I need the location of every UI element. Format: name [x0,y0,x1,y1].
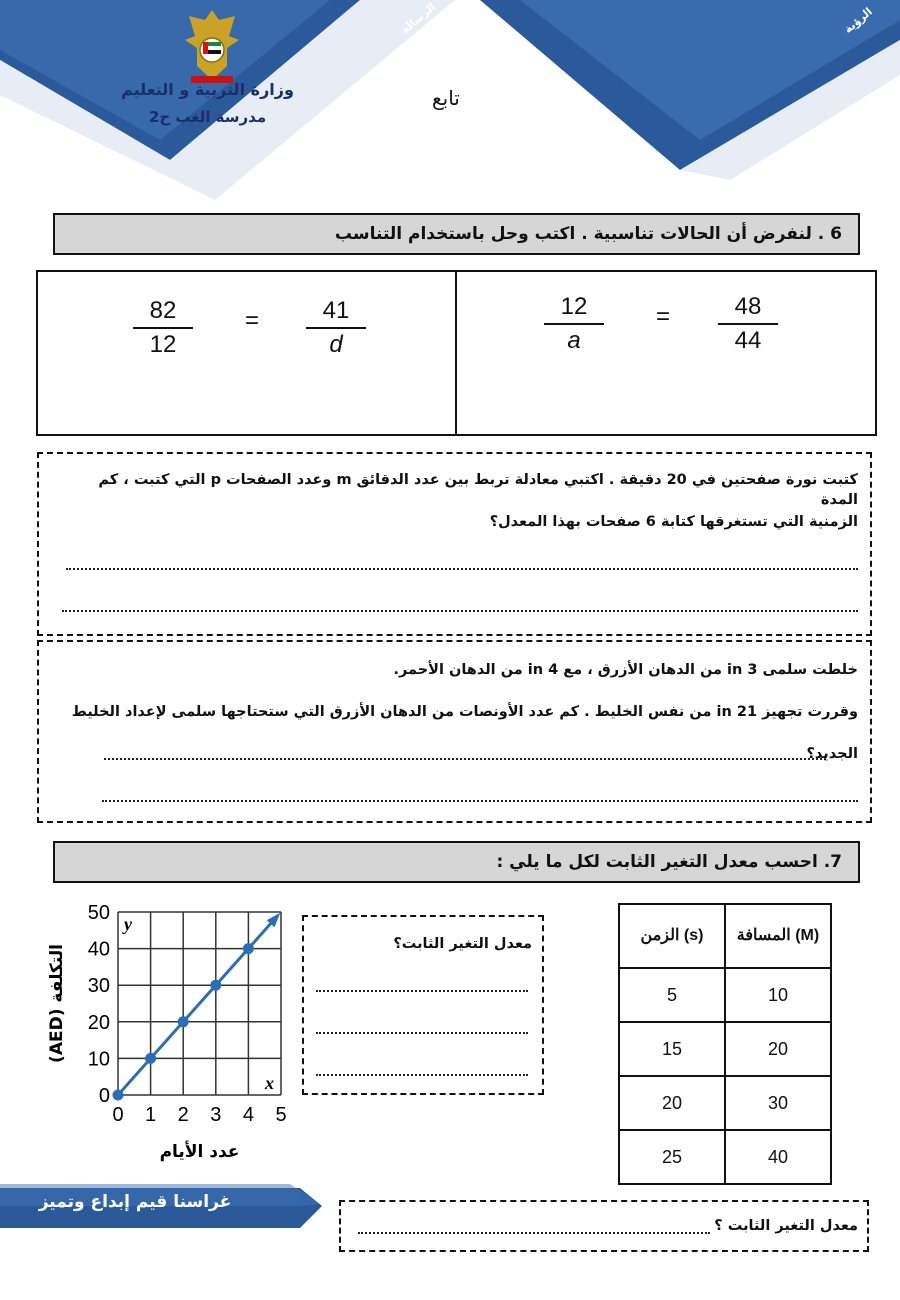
table-cell-distance: 40 [725,1130,831,1184]
continued-label: تابع [432,86,460,110]
table-cell-time: 5 [619,968,725,1022]
uae-emblem-icon [181,6,243,86]
answer-line[interactable] [358,1232,710,1234]
ministry-name: وزارة التربية و التعليم [121,80,294,99]
table-cell-distance: 10 [725,968,831,1022]
fraction-numerator: 12 [544,293,604,325]
x-tick-label: 2 [177,1104,189,1126]
header-banner-right [480,0,900,180]
table-cell-time: 20 [619,1076,725,1130]
fraction-denominator: 12 [149,331,177,358]
left-fraction-2 [306,297,366,359]
series-line [118,916,278,1095]
x-tick-label: 3 [210,1104,222,1126]
fraction-denominator: d [329,331,343,358]
fraction-numerator: 48 [718,293,778,325]
y-axis-letter: y [124,914,132,934]
fraction-denominator: 44 [734,327,762,354]
fraction-denominator: a [567,327,581,354]
y-tick-label: 20 [87,1011,110,1034]
answer-line[interactable] [316,990,528,992]
school-name: مدرسة الغب ح2 [148,108,267,126]
x-tick-label: 0 [112,1104,124,1126]
word-problem-2-line-2: وقررت تجهيز in 21 من نفس الخليط . كم عدد الأونصات من الدهان الأزرق التي ستحتاجها سلمى لإعداد الخليط [71,704,858,720]
fraction-numerator: 82 [133,297,193,329]
rate-question-label: معدل التغير الثابت؟ [393,936,532,952]
table-cell-distance: 20 [725,1022,831,1076]
table-cell-distance: 30 [725,1076,831,1130]
word-problem-1-line-1: كتبت نورة صفحتين في 20 دقيقة . اكتبي معادلة تربط بين عدد الدقائق m وعدد الصفحات p التي كتبت ، كم المدة [98,472,858,508]
y-tick-label: 30 [87,975,110,998]
answer-line[interactable] [316,1032,528,1034]
word-problem-1-line-2: الزمنية التي تستغرقها كتابة 6 صفحات بهذا المعدل؟ [489,514,858,530]
answer-line[interactable] [316,1074,528,1076]
table-row [619,1130,831,1184]
table-row [619,1022,831,1076]
bottom-question-label: معدل التغير الثابت ؟ [714,1218,858,1234]
table-header-distance: المسافة (M) [725,904,831,968]
right-fraction-1 [544,293,604,355]
table-cell-time: 25 [619,1130,725,1184]
distance-time-table [618,903,832,1185]
y-tick-label: 40 [87,938,110,961]
x-tick-label: 5 [275,1104,287,1126]
table-cell-time: 15 [619,1022,725,1076]
x-axis-label: عدد الأيام [159,1142,240,1162]
y-tick-label: 50 [87,902,110,924]
word-problem-2-line-3: الجديد؟ [806,746,858,762]
data-point [243,943,254,954]
equals-sign: = [656,303,671,330]
answer-line[interactable] [102,800,858,802]
left-fraction-1 [133,297,193,359]
question-7-heading: 7. احسب معدل التغير الثابت لكل ما يلي : [53,841,860,883]
table-header-time: الزمن (s) [619,904,725,968]
y-tick-label: 10 [87,1048,110,1071]
word-problem-2-line-1: خلطت سلمى 3 in من الدهان الأزرق ، مع 4 in من الدهان الأحمر. [393,662,858,678]
x-axis-letter: x [265,1073,274,1093]
equals-sign: = [245,307,260,334]
cost-vs-days-chart [36,895,296,1175]
answer-line[interactable] [66,568,858,570]
data-point [113,1090,124,1101]
table-row [619,1076,831,1130]
question-6-heading: 6 . لنفرض أن الحالات تناسبية . اكتب وحل باستخدام التناسب [53,213,860,255]
footer-slogan: غراسنا قيم إبداع وتميز [38,1192,232,1212]
vision-tag: الرؤية [841,5,875,36]
data-point [210,980,221,991]
y-tick-label: 0 [98,1085,110,1107]
right-fraction-2 [718,293,778,355]
mission-tag: الرسالة [398,0,438,37]
proportion-table-divider [455,270,457,436]
fraction-numerator: 41 [306,297,366,329]
table-row [619,968,831,1022]
data-point [178,1016,189,1027]
x-tick-label: 1 [145,1104,157,1126]
y-axis-label: التكلفة (AED) [47,944,67,1063]
data-point [145,1053,156,1064]
x-tick-label: 4 [242,1104,254,1126]
answer-line[interactable] [104,758,826,760]
answer-line[interactable] [62,610,858,612]
